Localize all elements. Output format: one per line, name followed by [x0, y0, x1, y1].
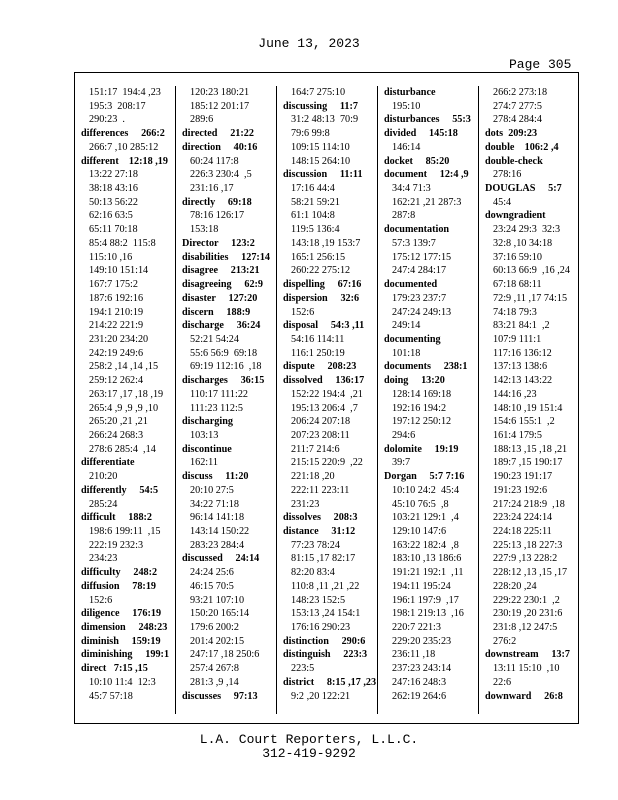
index-term: disagreeing 62:9: [182, 279, 264, 291]
index-reference: 175:12 177:15: [392, 251, 452, 263]
index-reference: 198:1 219:13 ,16: [392, 608, 464, 620]
index-reference: 237:23 243:14: [392, 663, 452, 675]
index-reference: 13:22 27:18: [89, 169, 138, 181]
index-reference: 39:7: [392, 457, 411, 469]
index-reference: 110:8 ,11 ,21 ,22: [291, 580, 360, 592]
index-reference: 263:17 ,17 ,18 ,19: [89, 388, 164, 400]
index-reference: 46:15 70:5: [190, 580, 234, 592]
index-reference: 247:4 284:17: [392, 265, 447, 277]
index-reference: 167:7 175:2: [89, 279, 138, 291]
index-reference: 10:10 11:4 12:3: [89, 676, 156, 688]
index-reference: 211:7 214:6: [291, 443, 340, 455]
index-term: documenting: [384, 333, 441, 345]
index-reference: 287:8: [392, 210, 416, 222]
index-reference: 62:16 63:5: [89, 210, 133, 222]
index-reference: 201:4 202:15: [190, 635, 245, 647]
index-term: dolomite 19:19: [384, 443, 459, 455]
index-reference: 103:21 129:1 ,4: [392, 512, 459, 524]
index-reference: 229:20 235:23: [392, 635, 452, 647]
index-reference: 214:22 221:9: [89, 320, 144, 332]
index-term: distinguish 223:3: [283, 649, 368, 661]
index-reference: 101:18: [392, 347, 421, 359]
index-reference: 23:24 29:3 32:3: [493, 224, 561, 236]
index-reference: 217:24 218:9 ,18: [493, 498, 565, 510]
index-reference: 274:7 277:5: [493, 100, 542, 112]
index-reference: 85:4 88:2 115:8: [89, 237, 156, 249]
index-term: downward 26:8: [485, 690, 563, 702]
index-reference: 290:23 .: [89, 114, 125, 126]
index-reference: 220:7 221:3: [392, 622, 441, 634]
index-reference: 227:9 ,13 228:2: [493, 553, 558, 565]
index-term: dispute 208:23: [283, 361, 357, 373]
index-reference: 285:24: [89, 498, 118, 510]
page-number: Page 305: [509, 57, 572, 72]
index-reference: 82:20 83:4: [291, 567, 335, 579]
index-reference: 78:16 126:17: [190, 210, 245, 222]
index-reference: 45:4: [493, 196, 512, 208]
index-reference: 231:20 234:20: [89, 333, 149, 345]
index-frame: [74, 72, 579, 724]
index-reference: 54:16 114:11: [291, 333, 345, 345]
index-reference: 215:15 220:9 ,22: [291, 457, 363, 469]
header-date: June 13, 2023: [258, 36, 360, 51]
index-reference: 262:19 264:6: [392, 690, 447, 702]
index-reference: 52:21 54:24: [190, 333, 239, 345]
index-term: discharging: [182, 416, 233, 428]
index-reference: 129:10 147:6: [392, 526, 447, 537]
index-term: differently 54:5: [81, 484, 159, 496]
index-reference: 149:10 151:14: [89, 265, 149, 277]
index-reference: 222:11 223:11: [291, 484, 350, 496]
footer-company: L.A. Court Reporters, L.L.C.: [199, 732, 419, 747]
index-reference: 9:2 ,20 122:21: [291, 690, 351, 702]
index-term: directed 21:22: [182, 128, 254, 140]
index-reference: 176:16 290:23: [291, 622, 351, 634]
index-reference: 93:21 107:10: [190, 594, 245, 606]
index-reference: 77:23 78:24: [291, 539, 340, 551]
index-reference: 83:21 84:1 ,2: [493, 320, 550, 332]
index-reference: 231:23: [291, 498, 320, 510]
index-reference: 258:2 ,14 ,14 ,15: [89, 361, 159, 373]
index-reference: 163:22 182:4 ,8: [392, 539, 459, 551]
index-reference: 161:4 179:5: [493, 429, 542, 441]
index-term: DOUGLAS 5:7: [485, 183, 562, 195]
index-reference: 190:23 191:17: [493, 471, 553, 483]
index-reference: 192:16 194:2: [392, 402, 447, 414]
index-reference: 153:18: [190, 224, 219, 236]
index-reference: 260:22 275:12: [291, 265, 351, 277]
index-reference: 148:15 264:10: [291, 155, 351, 167]
index-reference: 154:6 155:1 ,2: [493, 416, 555, 428]
index-reference: 234:23: [89, 553, 118, 565]
index-reference: 247:17 ,18 250:6: [190, 649, 260, 661]
index-column-2: [176, 86, 277, 714]
index-reference: 146:14: [392, 141, 421, 153]
index-reference: 249:14: [392, 320, 421, 332]
index-term: dots 209:23: [485, 128, 538, 140]
index-column-4: [378, 86, 479, 714]
index-term: double-check: [485, 155, 543, 167]
index-reference: 265:20 ,21 ,21: [89, 416, 148, 428]
index-reference: 143:18 ,19 153:7: [291, 237, 361, 249]
index-reference: 223:5: [291, 663, 315, 675]
index-reference: 198:6 199:11 ,15: [89, 526, 161, 537]
index-reference: 144:16 ,23: [493, 388, 537, 400]
index-reference: 61:1 104:8: [291, 210, 335, 222]
index-term: disposal 54:3 ,11: [283, 320, 365, 332]
index-reference: 259:12 262:4: [89, 375, 144, 387]
index-reference: 116:1 250:19: [291, 347, 345, 359]
index-term: discharges 36:15: [182, 375, 265, 387]
index-reference: 185:12 201:17: [190, 100, 250, 112]
index-reference: 107:9 111:1: [493, 333, 542, 345]
index-reference: 195:3 208:17: [89, 100, 146, 112]
index-reference: 22:6: [493, 676, 512, 688]
index-reference: 128:14 169:18: [392, 388, 452, 400]
index-reference: 187:6 192:16: [89, 292, 144, 304]
index-reference: 17:16 44:4: [291, 183, 335, 195]
index-term: difficult 188:2: [81, 512, 153, 524]
index-reference: 179:23 237:7: [392, 292, 447, 304]
index-reference: 229:22 230:1 ,2: [493, 594, 560, 606]
index-reference: 210:20: [89, 471, 118, 483]
index-reference: 247:16 248:3: [392, 676, 447, 688]
index-reference: 45:7 57:18: [89, 690, 133, 702]
index-column-5: [479, 86, 580, 714]
index-reference: 45:10 76:5 ,8: [392, 498, 449, 510]
index-reference: 165:1 256:15: [291, 251, 346, 263]
index-reference: 57:3 139:7: [392, 237, 436, 249]
index-term: direction 40:16: [182, 141, 258, 153]
index-reference: 79:6 99:8: [291, 128, 330, 140]
index-reference: 117:16 136:12: [493, 347, 552, 359]
index-reference: 34:22 71:18: [190, 498, 239, 510]
index-term: disaster 127:20: [182, 292, 258, 304]
index-reference: 10:10 24:2 45:4: [392, 484, 460, 496]
index-term: diminish 159:19: [81, 635, 161, 647]
index-reference: 119:5 136:4: [291, 224, 340, 236]
index-reference: 189:7 ,15 190:17: [493, 457, 563, 469]
index-reference: 69:19 112:16 ,18: [190, 361, 262, 373]
index-reference: 38:18 43:16: [89, 183, 138, 195]
index-term: distinction 290:6: [283, 635, 366, 647]
index-reference: 152:6: [89, 594, 113, 606]
index-reference: 13:11 15:10 ,10: [493, 663, 560, 675]
index-reference: 72:9 ,11 ,17 74:15: [493, 292, 568, 304]
index-column-3: [277, 86, 378, 714]
index-reference: 55:6 56:9 69:18: [190, 347, 258, 359]
index-term: docket 85:20: [384, 155, 450, 167]
index-reference: 223:24 224:14: [493, 512, 553, 524]
index-term: dissolved 136:17: [283, 375, 365, 387]
index-reference: 231:16 ,17: [190, 183, 234, 195]
index-reference: 31:2 48:13 70:9: [291, 114, 359, 126]
index-reference: 281:3 ,9 ,14: [190, 676, 239, 688]
index-reference: 222:19 232:3: [89, 539, 144, 551]
index-reference: 221:18 ,20: [291, 471, 335, 483]
index-reference: 110:17 111:22: [190, 388, 249, 400]
index-reference: 195:10: [392, 100, 421, 112]
index-reference: 60:13 66:9 ,16 ,24: [493, 265, 570, 277]
index-reference: 191:21 192:1 ,11: [392, 567, 464, 579]
index-reference: 266:24 268:3: [89, 429, 144, 441]
index-reference: 289:6: [190, 114, 214, 126]
index-term: doing 13:20: [384, 375, 445, 387]
index-reference: 236:11 ,18: [392, 649, 436, 661]
index-term: discussed 24:14: [182, 553, 260, 565]
index-reference: 266:2 273:18: [493, 87, 548, 98]
index-term: discern 188:9: [182, 306, 251, 318]
index-reference: 206:24 207:18: [291, 416, 351, 428]
index-reference: 194:11 195:24: [392, 580, 451, 592]
index-reference: 194:1 210:19: [89, 306, 144, 318]
index-reference: 152:22 194:4 ,21: [291, 388, 363, 400]
index-reference: 111:23 112:5: [190, 402, 243, 414]
index-reference: 195:13 206:4 ,7: [291, 402, 358, 414]
index-reference: 65:11 70:18: [89, 224, 138, 236]
index-term: Director 123:2: [182, 237, 255, 249]
index-reference: 183:10 ,13 186:6: [392, 553, 462, 565]
index-term: Dorgan 5:7 7:16: [384, 471, 465, 483]
index-reference: 32:8 ,10 34:18: [493, 237, 553, 249]
index-reference: 37:16 59:10: [493, 251, 542, 263]
index-term: different 12:18 ,19: [81, 155, 168, 167]
index-reference: 265:4 ,9 ,9 ,9 ,10: [89, 402, 159, 414]
index-term: discussing 11:7: [283, 100, 359, 112]
index-term: double 106:2 ,4: [485, 141, 559, 153]
index-term: disagree 213:21: [182, 265, 260, 277]
index-reference: 224:18 225:11: [493, 526, 552, 537]
index-term: discusses 97:13: [182, 690, 258, 702]
index-reference: 148:23 152:5: [291, 594, 346, 606]
index-reference: 162:11: [190, 457, 218, 469]
index-term: disturbances 55:3: [384, 114, 471, 126]
index-reference: 242:19 249:6: [89, 347, 144, 359]
index-reference: 50:13 56:22: [89, 196, 138, 208]
index-reference: 60:24 117:8: [190, 155, 239, 167]
index-term: disturbance: [384, 87, 436, 98]
index-reference: 247:24 249:13: [392, 306, 452, 318]
index-reference: 230:19 ,20 231:6: [493, 608, 563, 620]
index-term: difficulty 248:2: [81, 567, 158, 579]
index-reference: 34:4 71:3: [392, 183, 431, 195]
index-reference: 196:1 197:9 ,17: [392, 594, 459, 606]
index-term: documentation: [384, 224, 450, 236]
index-reference: 67:18 68:11: [493, 279, 542, 291]
index-reference: 162:21 ,21 287:3: [392, 196, 462, 208]
index-reference: 143:14 150:22: [190, 526, 250, 537]
index-term: downgradient: [485, 210, 546, 222]
index-reference: 283:23 284:4: [190, 539, 245, 551]
index-term: distance 31:12: [283, 526, 356, 537]
index-term: disabilities 127:14: [182, 251, 271, 263]
index-reference: 142:13 143:22: [493, 375, 553, 387]
index-reference: 276:2: [493, 635, 517, 647]
index-reference: 96:14 141:18: [190, 512, 245, 524]
index-reference: 120:23 180:21: [190, 87, 250, 98]
index-reference: 152:6: [291, 306, 315, 318]
index-term: differences 266:2: [81, 128, 165, 140]
footer-phone: 312-419-9292: [262, 746, 356, 761]
index-column-1: [75, 86, 176, 714]
index-term: documented: [384, 279, 438, 291]
index-term: dispersion 32:6: [283, 292, 360, 304]
index-term: dissolves 208:3: [283, 512, 358, 524]
index-reference: 228:12 ,13 ,15 ,17: [493, 567, 568, 579]
index-term: discharge 36:24: [182, 320, 261, 332]
index-reference: 179:6 200:2: [190, 622, 239, 634]
index-reference: 81:15 ,17 82:17: [291, 553, 356, 565]
index-reference: 137:13 138:6: [493, 361, 548, 373]
index-term: discontinue: [182, 443, 232, 455]
index-reference: 257:4 267:8: [190, 663, 239, 675]
index-term: documents 238:1: [384, 361, 468, 373]
index-reference: 266:7 ,10 285:12: [89, 141, 159, 153]
index-reference: 231:8 ,12 247:5: [493, 622, 558, 634]
index-reference: 58:21 59:21: [291, 196, 340, 208]
index-reference: 153:13 ,24 154:1: [291, 608, 361, 620]
index-term: direct 7:15 ,15: [81, 663, 148, 675]
index-reference: 103:13: [190, 429, 219, 441]
index-reference: 24:24 25:6: [190, 567, 234, 579]
index-reference: 197:12 250:12: [392, 416, 452, 428]
index-reference: 228:20 ,24: [493, 580, 537, 592]
index-term: document 12:4 ,9: [384, 169, 469, 181]
index-reference: 278:16: [493, 169, 522, 181]
index-reference: 20:10 27:5: [190, 484, 234, 496]
index-term: directly 69:18: [182, 196, 252, 208]
index-term: district 8:15 ,17 ,23: [283, 676, 377, 688]
index-term: dispelling 67:16: [283, 279, 362, 291]
index-term: differentiate: [81, 457, 135, 469]
index-term: dimension 248:23: [81, 622, 168, 634]
index-term: divided 145:18: [384, 128, 458, 140]
index-reference: 226:3 230:4 ,5: [190, 169, 252, 181]
index-reference: 164:7 275:10: [291, 87, 346, 98]
index-term: discussion 11:11: [283, 169, 363, 181]
index-reference: 150:20 165:14: [190, 608, 250, 620]
index-reference: 207:23 208:11: [291, 429, 350, 441]
index-reference: 74:18 79:3: [493, 306, 537, 318]
index-reference: 115:10 ,16: [89, 251, 133, 263]
index-reference: 225:13 ,18 227:3: [493, 539, 563, 551]
index-reference: 191:23 192:6: [493, 484, 548, 496]
index-term: diffusion 78:19: [81, 580, 157, 592]
index-reference: 278:6 285:4 ,14: [89, 443, 156, 455]
index-reference: 294:6: [392, 429, 416, 441]
index-reference: 151:17 194:4 ,23: [89, 87, 161, 98]
index-term: diligence 176:19: [81, 608, 162, 620]
index-reference: 278:4 284:4: [493, 114, 542, 126]
index-term: discuss 11:20: [182, 471, 249, 483]
index-reference: 188:13 ,15 ,18 ,21: [493, 443, 568, 455]
index-term: downstream 13:7: [485, 649, 570, 661]
index-term: diminishing 199:1: [81, 649, 170, 661]
index-reference: 109:15 114:10: [291, 141, 350, 153]
index-reference: 148:10 ,19 151:4: [493, 402, 563, 414]
